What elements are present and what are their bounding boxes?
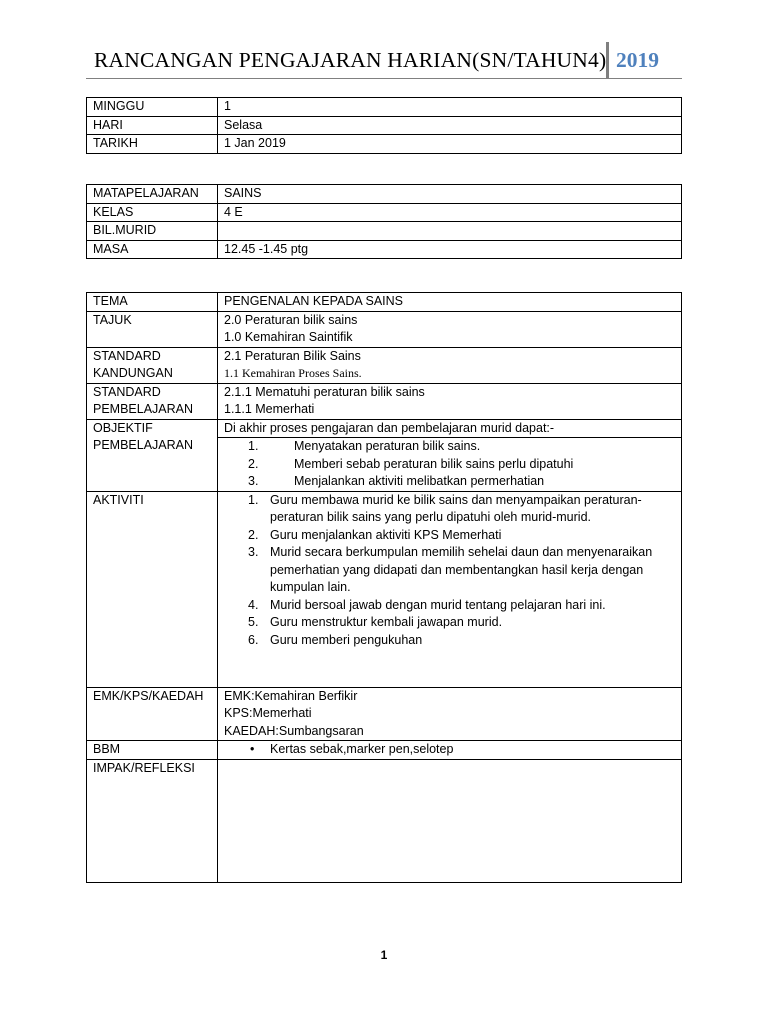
item-text: Kertas sebak,marker pen,selotep <box>270 742 454 756</box>
page-number: 1 <box>380 948 388 962</box>
table-row <box>87 687 682 741</box>
list-item <box>224 544 675 597</box>
item-number: 5. <box>248 615 259 629</box>
masa-label: MASA <box>87 240 218 259</box>
item-number: 1. <box>248 439 259 453</box>
list-item <box>224 597 675 615</box>
standard-pembelajaran-line: 2.1.1 Mematuhi peraturan bilik sains <box>224 384 425 399</box>
standard-kandungan-label <box>87 347 218 383</box>
minggu-label: MINGGU <box>87 98 218 117</box>
document-title: RANCANGAN PENGAJARAN HARIAN(SN/TAHUN4) <box>94 48 607 72</box>
list-item <box>224 438 675 456</box>
tarikh-value: 1 Jan 2019 <box>218 135 682 154</box>
bbm-list <box>224 741 675 759</box>
masa-value: 12.45 -1.45 ptg <box>218 240 682 259</box>
kelas-value: 4 E <box>218 203 682 222</box>
hari-label: HARI <box>87 116 218 135</box>
bullet-icon: • <box>250 742 255 756</box>
table-row <box>87 240 682 259</box>
standard-kandungan-line: 1.1 Kemahiran Proses Sains. <box>224 366 362 380</box>
aktiviti-value <box>218 491 682 687</box>
item-number: 6. <box>248 632 259 647</box>
standard-kandungan-value <box>218 347 682 383</box>
list-item <box>224 527 675 545</box>
impak-value <box>218 759 682 882</box>
table-row <box>87 203 682 222</box>
tajuk-label: TAJUK <box>87 311 218 347</box>
item-text: Menjalankan aktiviti melibatkan permerhatian <box>294 474 545 488</box>
list-item <box>224 473 675 491</box>
list-item <box>224 741 675 759</box>
bil-murid-label: BIL.MURID <box>87 222 218 241</box>
item-number: 3. <box>248 545 259 559</box>
objektif-intro: Di akhir proses pengajaran dan pembelajaran murid dapat:- <box>218 420 681 439</box>
kelas-label: KELAS <box>87 203 218 222</box>
tajuk-line: 2.0 Peraturan bilik sains <box>224 312 358 327</box>
label-line: PEMBELAJARAN <box>93 402 194 416</box>
item-text: Murid secara berkumpulan memilih sehelai daun dan menyenaraikan pemerhatian yang didapati dan membentangkan hasil kerja dengan kumpulan lain. <box>270 545 653 594</box>
impak-label: IMPAK/REFLEKSI <box>87 759 218 882</box>
tema-value: PENGENALAN KEPADA SAINS <box>218 293 682 312</box>
standard-kandungan-line: 2.1 Peraturan Bilik Sains <box>224 348 361 363</box>
emk-line: EMK:Kemahiran Berfikir <box>224 688 358 703</box>
tarikh-label: TARIKH <box>87 135 218 154</box>
item-text: Guru menjalankan aktiviti KPS Memerhati <box>270 527 502 542</box>
item-number: 2. <box>248 527 259 542</box>
matapelajaran-value: SAINS <box>218 185 682 204</box>
bbm-value <box>218 741 682 760</box>
standard-pembelajaran-value <box>218 383 682 419</box>
aktiviti-label: AKTIVITI <box>87 491 218 687</box>
header-separator <box>606 42 609 78</box>
item-text: Guru memberi pengukuhan <box>270 632 423 647</box>
label-line: STANDARD <box>93 384 161 399</box>
bbm-label: BBM <box>87 741 218 760</box>
table-row <box>87 383 682 419</box>
tajuk-line: 1.0 Kemahiran Saintifik <box>224 330 353 344</box>
document-year: 2019 <box>616 48 659 72</box>
table-row <box>87 741 682 760</box>
item-text: Guru membawa murid ke bilik sains dan menyampaikan peraturan-peraturan bilik sains yang perlu dipatuhi oleh murid-murid. <box>270 492 642 524</box>
class-info-table <box>86 184 682 259</box>
lesson-plan-table <box>86 292 682 883</box>
table-row <box>87 222 682 241</box>
item-number: 4. <box>248 597 259 612</box>
item-text: Guru menstruktur kembali jawapan murid. <box>270 615 503 629</box>
list-item <box>224 456 675 474</box>
schedule-table <box>86 97 682 154</box>
table-row <box>87 347 682 383</box>
table-row <box>87 135 682 154</box>
item-text: Menyatakan peraturan bilik sains. <box>294 439 481 453</box>
item-text: Memberi sebab peraturan bilik sains perlu dipatuhi <box>294 456 574 471</box>
matapelajaran-label: MATAPELAJARAN <box>87 185 218 204</box>
list-item <box>224 614 675 632</box>
emk-line: KPS:Memerhati <box>224 706 312 720</box>
table-row <box>87 98 682 117</box>
table-row <box>87 759 682 882</box>
table-row <box>87 311 682 347</box>
standard-pembelajaran-line: 1.1.1 Memerhati <box>224 402 315 416</box>
label-line: PEMBELAJARAN <box>93 438 194 452</box>
objektif-value <box>218 419 682 491</box>
aktiviti-list <box>224 492 675 650</box>
label-line: OBJEKTIF <box>93 420 153 435</box>
objektif-label <box>87 419 218 491</box>
item-text: Murid bersoal jawab dengan murid tentang pelajaran hari ini. <box>270 597 606 612</box>
objektif-list <box>218 438 681 491</box>
standard-pembelajaran-label <box>87 383 218 419</box>
table-row <box>87 491 682 687</box>
emk-value <box>218 687 682 741</box>
hari-value: Selasa <box>218 116 682 135</box>
table-row <box>87 116 682 135</box>
table-row <box>87 419 682 491</box>
label-line: STANDARD <box>93 348 161 363</box>
tajuk-value <box>218 311 682 347</box>
list-item <box>224 632 675 650</box>
document-header <box>86 42 682 79</box>
tema-label: TEMA <box>87 293 218 312</box>
minggu-value: 1 <box>218 98 682 117</box>
bil-murid-value <box>218 222 682 241</box>
label-line: KANDUNGAN <box>93 366 173 380</box>
list-item <box>224 492 675 527</box>
emk-label: EMK/KPS/KAEDAH <box>87 687 218 741</box>
emk-line: KAEDAH:Sumbangsaran <box>224 723 364 738</box>
item-number: 3. <box>248 474 259 488</box>
table-row <box>87 185 682 204</box>
item-number: 1. <box>248 492 259 507</box>
table-row <box>87 293 682 312</box>
item-number: 2. <box>248 456 259 471</box>
